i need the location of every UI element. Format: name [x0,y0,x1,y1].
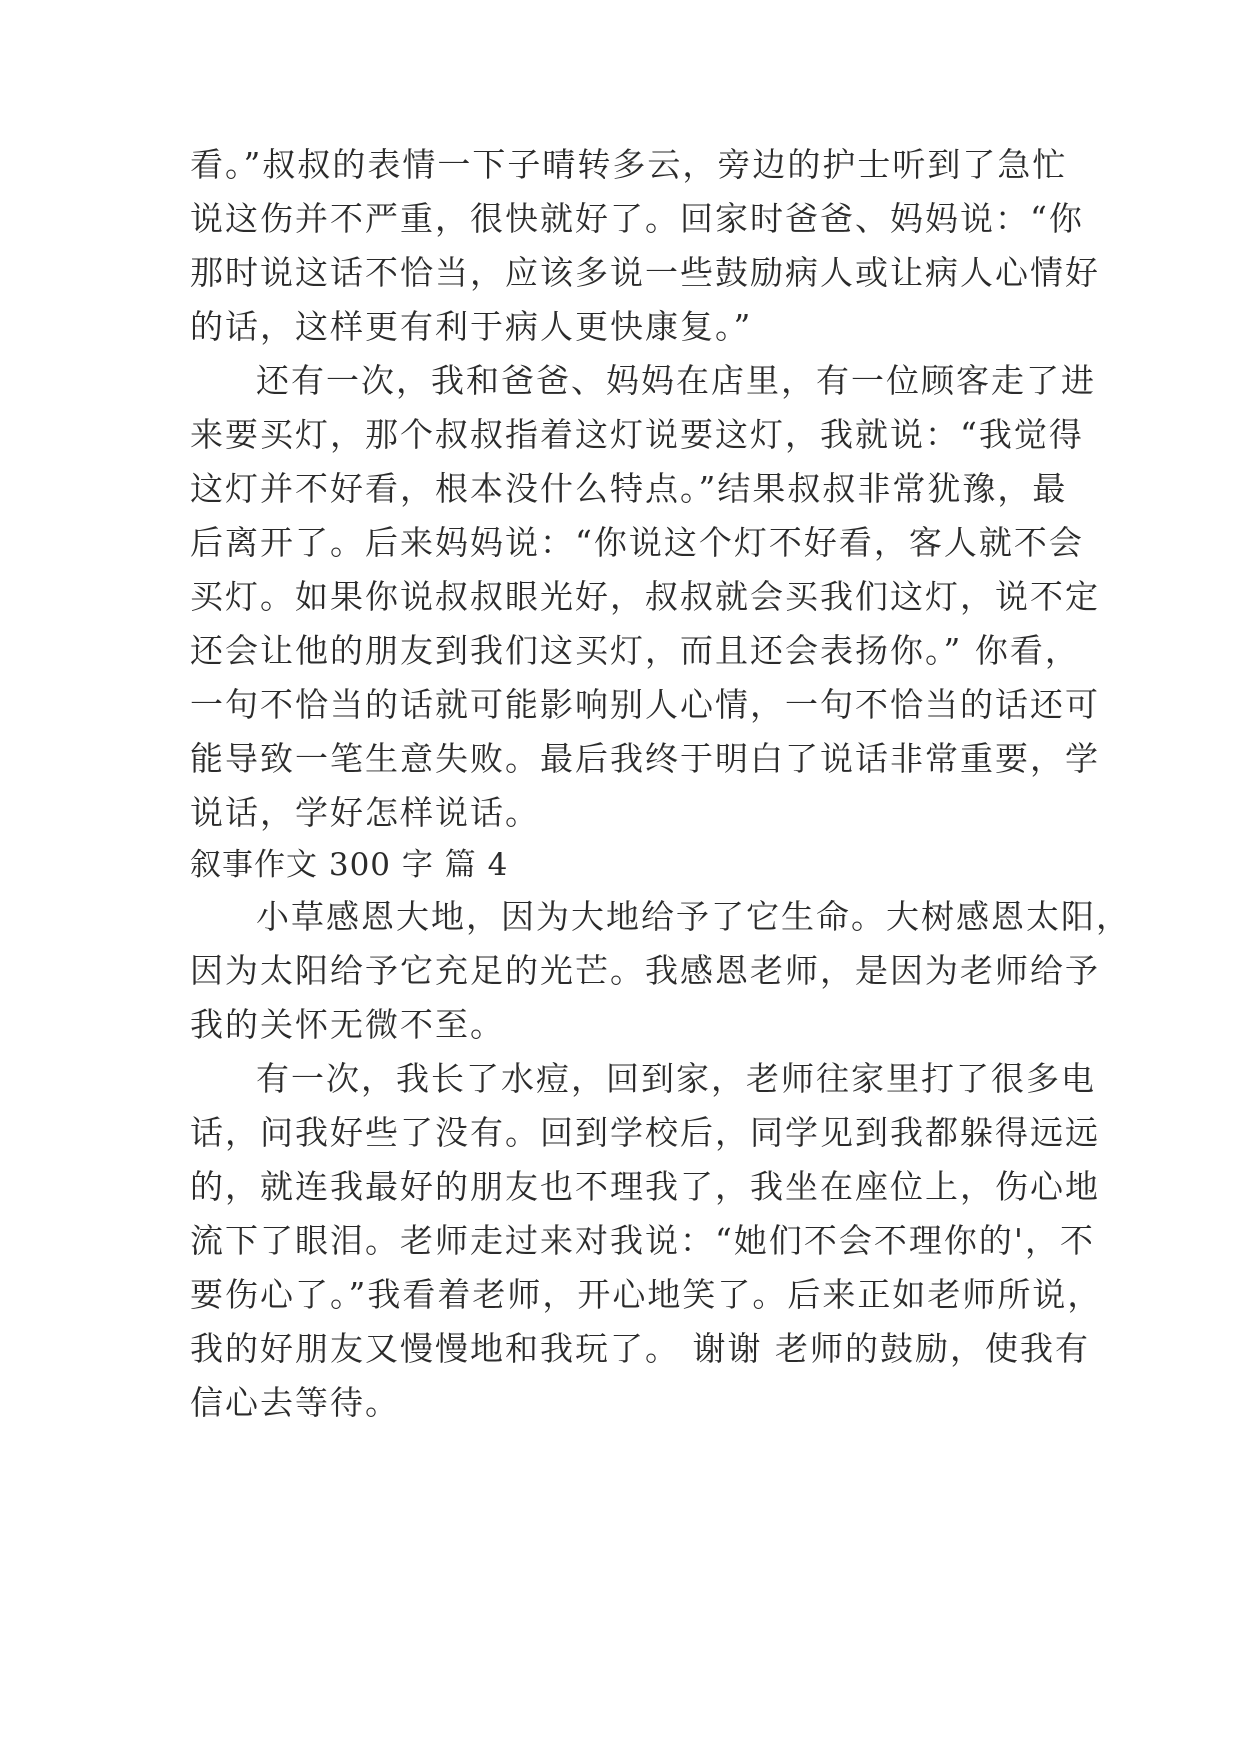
text-line: 来要买灯，那个叔叔指着这灯说要这灯，我就说：“我觉得 [190,415,1084,454]
text-line: 要伤心了。”我看着老师，开心地笑了。后来正如老师所说， [190,1275,1103,1314]
text-line: 说话，学好怎样说话。 [190,793,540,832]
section-heading: 叙事作文 300 字 篇 4 [190,847,509,883]
text-line: 我的好朋友又慢慢地和我玩了。 谢谢 老师的鼓励，使我有 [190,1329,1090,1368]
text-line: 的话，这样更有利于病人更快康复。” [190,307,753,346]
text-line: 一句不恰当的话就可能影响别人心情，一句不恰当的话还可 [190,685,1100,724]
text-line: 还有一次，我和爸爸、妈妈在店里，有一位顾客走了进 [256,361,1096,400]
text-line: 说这伤并不严重，很快就好了。回家时爸爸、妈妈说：“你 [190,199,1084,238]
text-line: 有一次，我长了水痘，回到家，老师往家里打了很多电 [256,1059,1096,1098]
text-line: 能导致一笔生意失败。最后我终于明白了说话非常重要，学 [190,739,1100,778]
text-line: 因为太阳给予它充足的光芒。我感恩老师，是因为老师给予 [190,951,1100,990]
text-line: 这灯并不好看，根本没什么特点。”结果叔叔非常犹豫，最 [190,469,1068,508]
text-line: 流下了眼泪。老师走过来对我说：“她们不会不理你的'，不 [190,1221,1095,1260]
text-line: 话，问我好些了没有。回到学校后，同学见到我都躲得远远 [190,1113,1100,1152]
text-line: 小草感恩大地，因为大地给予了它生命。大树感恩太阳， [256,897,1131,936]
text-line: 的，就连我最好的朋友也不理我了，我坐在座位上，伤心地 [190,1167,1100,1206]
text-line: 信心去等待。 [190,1383,400,1422]
text-line: 买灯。如果你说叔叔眼光好，叔叔就会买我们这灯，说不定 [190,577,1100,616]
text-line: 还会让他的朋友到我们这买灯，而且还会表扬你。” 你看， [190,631,1080,670]
text-line: 后离开了。后来妈妈说：“你说这个灯不好看，客人就不会 [190,523,1084,562]
text-line: 那时说这话不恰当，应该多说一些鼓励病人或让病人心情好 [190,253,1100,292]
text-line: 我的关怀无微不至。 [190,1005,505,1044]
text-line: 看。”叔叔的表情一下子晴转多云，旁边的护士听到了急忙 [190,145,1068,184]
